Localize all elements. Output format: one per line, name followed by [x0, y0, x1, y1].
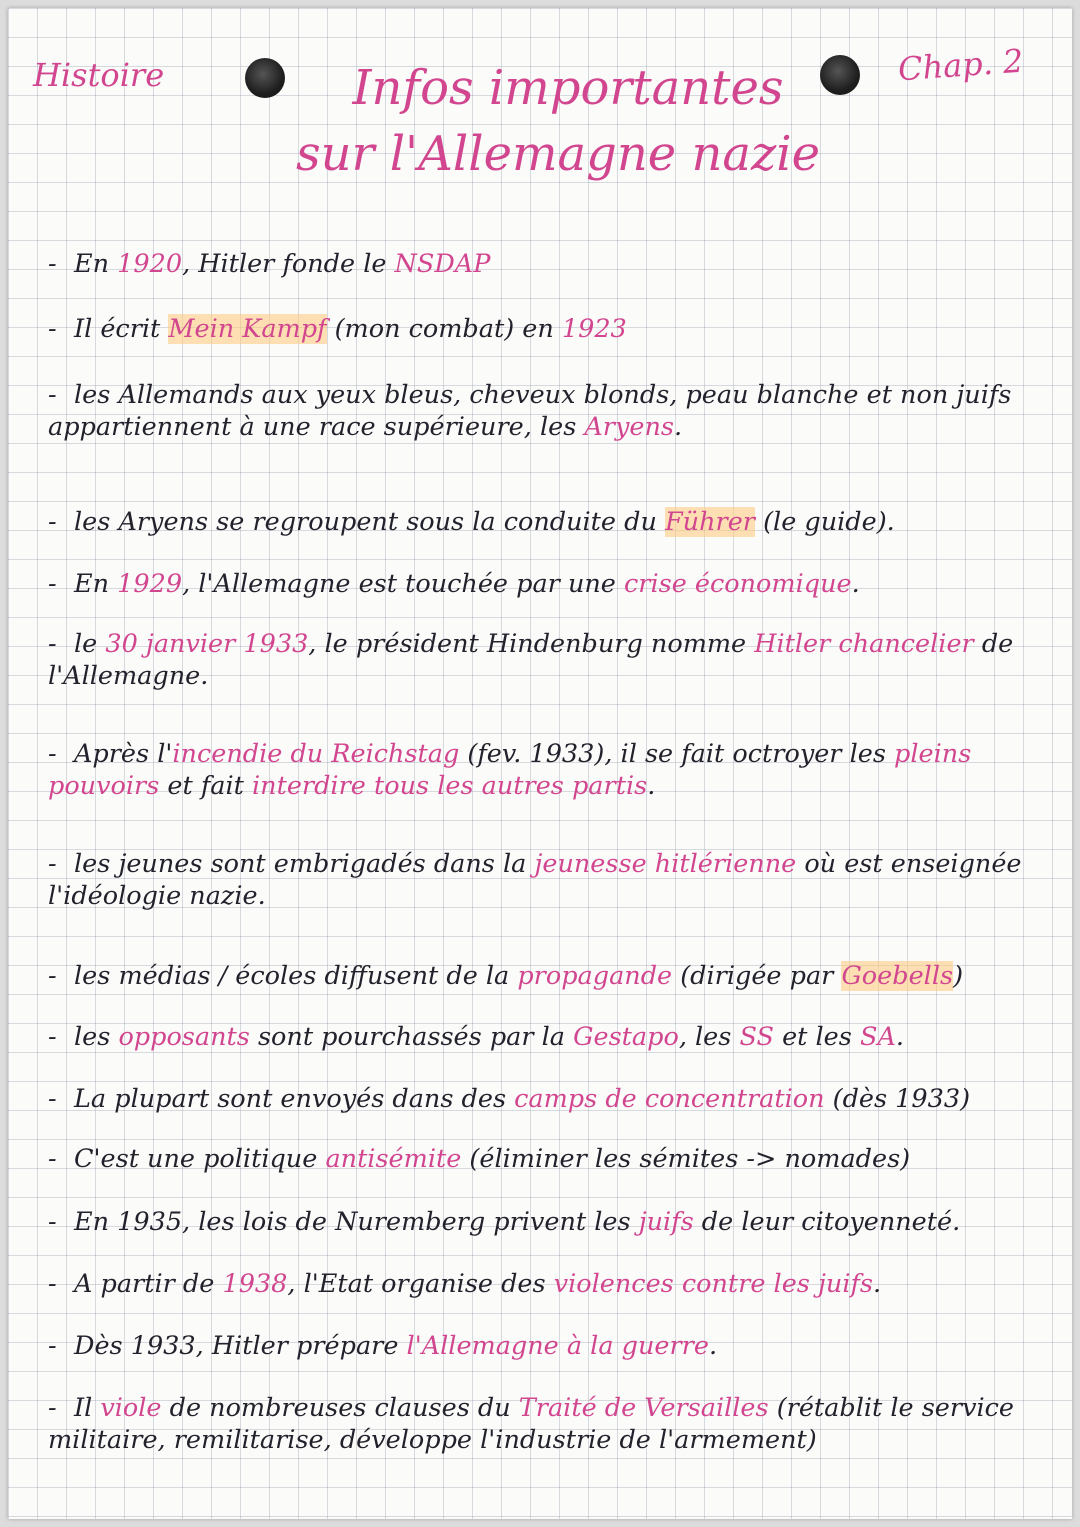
note-text: . [851, 569, 860, 599]
note-text: (fev. 1933), il se fait octroyer les [459, 739, 895, 769]
bullet-dash: - [48, 961, 57, 991]
note-text: . [895, 1022, 904, 1052]
highlight-term: SA [859, 1022, 896, 1052]
note-text: En [74, 249, 118, 279]
bullet-dash: - [48, 249, 57, 279]
page-subtitle: sur l'Allemagne nazie [295, 126, 821, 182]
note-item [48, 1143, 1048, 1175]
note-text: , l'Etat organise des [287, 1269, 554, 1299]
bullet-dash: - [48, 507, 57, 537]
highlight-term: 30 janvier 1933 [105, 629, 309, 659]
note-item [48, 506, 1048, 538]
note-text: , les [678, 1022, 740, 1052]
note-item [48, 1206, 1048, 1238]
note-text: et fait [159, 771, 252, 801]
page-title: Infos importantes [352, 60, 784, 116]
highlight-term: 1929 [117, 569, 183, 599]
highlight-term: interdire [252, 771, 366, 801]
highlight-term: antisémite [325, 1144, 462, 1174]
note-text: de leur citoyenneté. [693, 1207, 961, 1237]
bullet-dash: - [48, 314, 57, 344]
highlight-term: jeunesse hitlérienne [534, 849, 797, 879]
highlight-term: 1923 [561, 314, 627, 344]
highlight-term: crise économique [624, 569, 852, 599]
note-text: , le président Hindenburg nomme [308, 629, 755, 659]
note-text: de nombreuses clauses du [161, 1393, 519, 1423]
bullet-dash: - [48, 1331, 57, 1361]
note-text: de l'Allemagne. [48, 629, 1014, 691]
bullet-dash: - [48, 1144, 57, 1174]
note-item [48, 1083, 1048, 1115]
note-text: C'est une politique [74, 1144, 326, 1174]
note-item [48, 1021, 1048, 1053]
highlight-term: Gestapo [573, 1022, 679, 1052]
note-text: (mon combat) en [326, 314, 562, 344]
note-text: . [873, 1269, 882, 1299]
note-text: . [708, 1331, 718, 1361]
note-text: les Aryens se regroupent sous la conduite du [74, 507, 665, 537]
bullet-dash: - [48, 1269, 57, 1299]
note-item [48, 960, 1048, 992]
note-text: . [647, 771, 656, 801]
highlight-term: violences contre les juifs [553, 1269, 874, 1299]
bullet-dash: - [48, 1207, 57, 1237]
highlight-term: Traité de Versailles [518, 1393, 769, 1423]
note-text: (dès 1933) [824, 1084, 971, 1114]
note-text: , l'Allemagne est touchée par une [182, 569, 624, 599]
highlight-term: SS [739, 1022, 774, 1052]
note-item [48, 848, 1048, 912]
highlight-term: propagande [517, 961, 673, 991]
highlight-term: viole [100, 1393, 162, 1423]
note-item [48, 1330, 1048, 1362]
note-text: les [74, 1022, 119, 1052]
note-text: A partir de [74, 1269, 223, 1299]
note-text: Après l' [74, 739, 173, 769]
note-text: le [74, 629, 106, 659]
note-item [48, 568, 1048, 600]
note-text: sont pourchassés par la [249, 1022, 574, 1052]
highlight-term: juifs [638, 1207, 694, 1237]
highlight-term: 1920 [117, 249, 183, 279]
note-text: où est enseignée l'idéologie nazie. [48, 849, 1022, 911]
note-text: (rétablit le service militaire, remilitarise, développe l'industrie de l'armement) [48, 1393, 1015, 1455]
highlight-term: Aryens [584, 412, 675, 442]
highlight-term: pleins pouvoirs [48, 739, 972, 801]
chapter-label: Chap. 2 [896, 41, 1025, 89]
bullet-dash: - [48, 380, 57, 410]
note-text: et les [773, 1022, 860, 1052]
highlight-term: l'Allemagne à la guerre [406, 1331, 709, 1361]
note-text: les médias / écoles diffusent de la [74, 961, 518, 991]
bullet-dash: - [48, 629, 57, 659]
note-text: (le guide). [755, 507, 895, 537]
highlight-term: tous les autres partis [373, 771, 648, 801]
note-text: , Hitler fonde le [182, 249, 395, 279]
note-text: Il [74, 1393, 101, 1423]
note-text: les jeunes sont embrigadés dans la [74, 849, 535, 879]
note-text: les Allemands aux yeux bleus, cheveux blonds, peau blanche et non juifs appartiennent à une race supérieure, les [48, 380, 1012, 442]
note-text [366, 771, 374, 801]
note-text: En 1935, les lois de Nuremberg privent les [74, 1207, 639, 1237]
highlight-term: incendie du Reichstag [172, 739, 460, 769]
note-text: ) [953, 961, 964, 991]
note-item [48, 379, 1048, 443]
note-item [48, 628, 1048, 692]
note-text: Il écrit [74, 314, 169, 344]
highlight-term: Hitler chancelier [754, 629, 974, 659]
note-item [48, 248, 1048, 280]
note-text: En [74, 569, 118, 599]
bullet-dash: - [48, 569, 57, 599]
highlight-term: NSDAP [394, 249, 491, 279]
note-text: (éliminer les sémites -> nomades) [461, 1144, 911, 1174]
marked-term: Führer [664, 507, 755, 537]
note-item [48, 738, 1048, 802]
highlight-term: camps de concentration [514, 1084, 825, 1114]
note-item [48, 1268, 1048, 1300]
bullet-dash: - [48, 739, 57, 769]
marked-term: Mein Kampf [168, 314, 327, 344]
notebook-page [8, 8, 1072, 1519]
subject-label: Histoire [33, 56, 165, 94]
highlight-term: opposants [118, 1022, 250, 1052]
bullet-dash: - [48, 1393, 57, 1423]
note-item [48, 1392, 1048, 1456]
note-text: La plupart sont envoyés dans des [74, 1084, 515, 1114]
note-text: Dès 1933, Hitler prépare [74, 1331, 407, 1361]
bullet-dash: - [48, 849, 57, 879]
bullet-dash: - [48, 1084, 57, 1114]
note-text: (dirigée par [672, 961, 842, 991]
note-text: . [674, 412, 683, 442]
highlight-term: 1938 [222, 1269, 288, 1299]
note-item [48, 313, 1048, 345]
marked-term: Goebells [841, 961, 954, 991]
bullet-dash: - [48, 1022, 57, 1052]
